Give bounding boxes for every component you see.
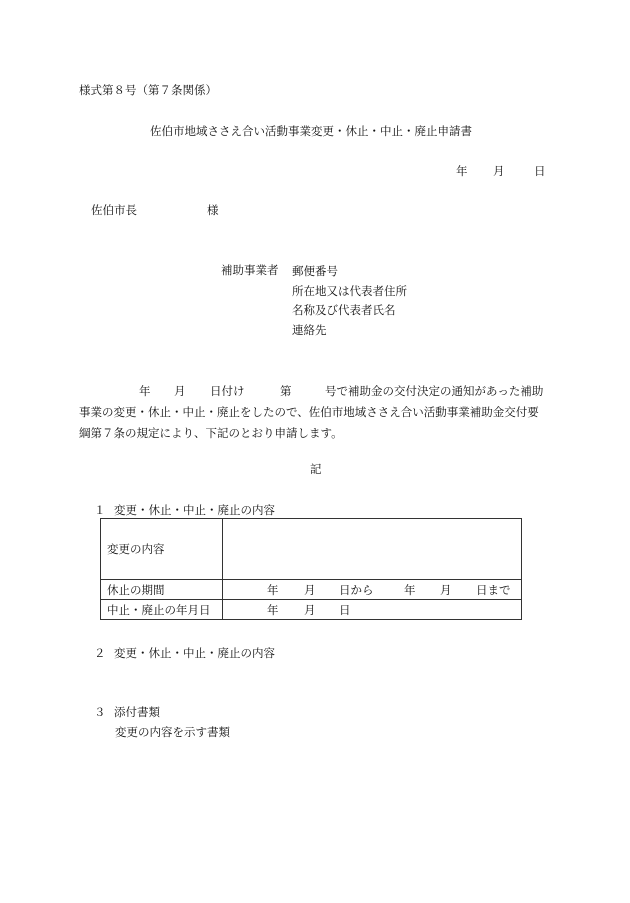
addressee-name: 佐伯市長 bbox=[91, 203, 137, 217]
table-row bbox=[101, 519, 522, 580]
suspend-to-day: 日まで bbox=[476, 582, 511, 597]
section-2-title: 変更・休止・中止・廃止の内容 bbox=[114, 646, 275, 660]
suspend-to-year: 年 bbox=[404, 582, 416, 597]
body-number-prefix: 第 bbox=[280, 384, 292, 398]
stop-year: 年 bbox=[267, 602, 279, 617]
address-field: 所在地又は代表者住所 bbox=[292, 283, 407, 298]
stop-day: 日 bbox=[339, 602, 351, 617]
section-1-heading bbox=[94, 502, 275, 518]
section-1-number: １ bbox=[94, 503, 106, 517]
content-table bbox=[100, 518, 522, 620]
suspension-period-label: 休止の期間 bbox=[101, 580, 223, 600]
body-line-3: 綱第７条の規定により、下記のとおり申請します。 bbox=[79, 426, 343, 440]
suspend-to-month: 月 bbox=[440, 582, 452, 597]
suspend-from-day: 日から bbox=[339, 582, 374, 597]
stop-abolish-date-value[interactable] bbox=[223, 600, 522, 620]
applicant-fields bbox=[292, 262, 407, 340]
section-3-heading bbox=[94, 704, 160, 720]
suspension-period-value[interactable] bbox=[223, 580, 522, 600]
section-1-title: 変更・休止・中止・廃止の内容 bbox=[114, 503, 275, 517]
applicant-label: 補助事業者 bbox=[221, 263, 279, 277]
postal-code-field: 郵便番号 bbox=[292, 264, 338, 278]
date-year: 年 bbox=[456, 164, 468, 178]
stop-abolish-date-label: 中止・廃止の年月日 bbox=[101, 600, 223, 620]
suspend-from-month: 月 bbox=[304, 582, 316, 597]
document-title: 佐伯市地域ささえ合い活動事業変更・休止・中止・廃止申請書 bbox=[150, 124, 472, 138]
date-line bbox=[456, 163, 546, 179]
ki-heading: 記 bbox=[310, 462, 322, 476]
table-row bbox=[101, 580, 522, 600]
body-date-suffix: 日付け bbox=[210, 384, 245, 398]
section-3-number: ３ bbox=[94, 705, 106, 719]
change-content-value[interactable] bbox=[223, 519, 522, 580]
body-text bbox=[79, 381, 543, 444]
section-3-title: 添付書類 bbox=[114, 705, 160, 719]
form-number: 様式第８号（第７条関係） bbox=[79, 83, 217, 97]
body-month: 月 bbox=[174, 384, 186, 398]
date-day: 日 bbox=[534, 164, 546, 178]
table-row bbox=[101, 600, 522, 620]
suspend-from-year: 年 bbox=[267, 582, 279, 597]
contact-field: 連絡先 bbox=[292, 322, 327, 337]
stop-month: 月 bbox=[304, 602, 316, 617]
addressee-honorific: 様 bbox=[207, 203, 219, 217]
addressee bbox=[91, 202, 219, 218]
date-month: 月 bbox=[493, 164, 505, 178]
body-line-1-rest: 号で補助金の交付決定の通知があった補助 bbox=[325, 384, 544, 398]
section-2-heading bbox=[94, 645, 275, 661]
section-2-number: ２ bbox=[94, 646, 106, 660]
body-line-2: 事業の変更・休止・中止・廃止をしたので、佐伯市地域ささえ合い活動事業補助金交付要 bbox=[79, 405, 539, 419]
representative-name-field: 名称及び代表者氏名 bbox=[292, 303, 396, 317]
body-line-1 bbox=[79, 381, 543, 402]
change-content-label: 変更の内容 bbox=[101, 519, 223, 580]
section-3-attachment: 変更の内容を示す書類 bbox=[115, 725, 230, 739]
body-year: 年 bbox=[139, 384, 151, 398]
